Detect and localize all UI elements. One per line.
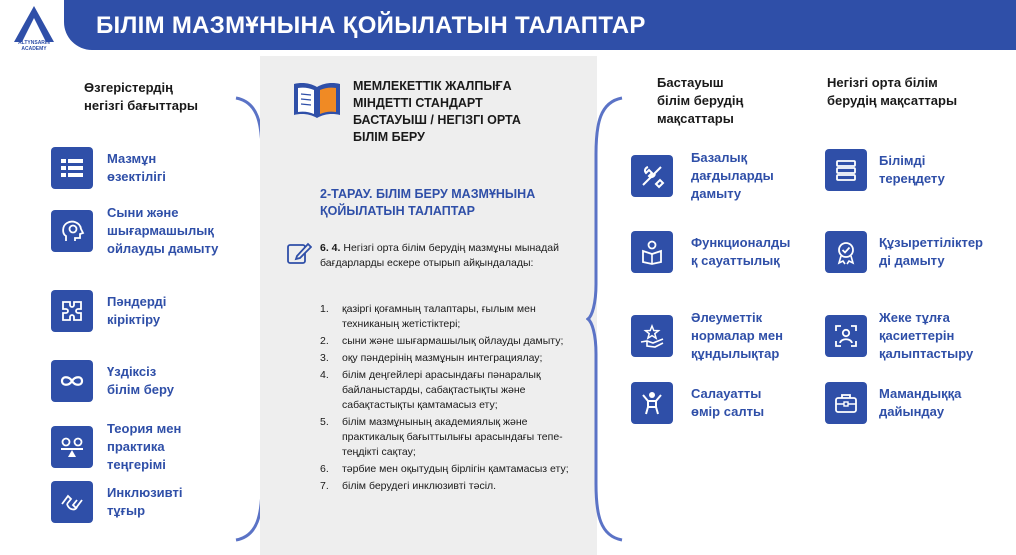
list-item: 1. қазіргі қоғамның талаптары, ғылым мен техниканың жетістіктері; <box>320 303 536 330</box>
primary-item-healthy-lifestyle: Салауатты өмір салты <box>631 382 764 424</box>
right-brace <box>586 94 626 544</box>
secondary-item-deepen-knowledge: Білімді тереңдету <box>825 149 945 191</box>
reader-icon <box>631 231 673 273</box>
list-item: 5. білім мазмұнының академиялық және практикалық бағыттылығы арасындағы тепе-теңдікті сақтау; <box>320 416 563 458</box>
primary-item-basic-skills: Базалық дағдыларды дамыту <box>631 149 774 203</box>
intro-paragraph <box>320 241 572 271</box>
briefcase-icon <box>825 382 867 424</box>
scales-icon <box>51 426 93 468</box>
page-title: БІЛІМ МАЗМҰНЫНА ҚОЙЫЛАТЫН ТАЛАПТАР <box>96 12 646 39</box>
infinity-icon <box>51 360 93 402</box>
intro-text: Негізгі орта білім берудің мазмұны мынадай бағдарларды ескере отырып айқындалады: <box>320 242 559 269</box>
puzzle-icon <box>51 290 93 332</box>
list-item: 2. сыни және шығармашылық ойлауды дамыту; <box>320 335 564 347</box>
list-item: 3. оқу пәндерінің мазмұнын интеграциялау; <box>320 352 543 364</box>
left-item-integration: Пәндерді кіріктіру <box>51 290 166 332</box>
list-item: 7. білім берудегі инклюзивті тәсіл. <box>320 480 497 492</box>
hands-icon <box>51 481 93 523</box>
primary-item-functional-literacy: Функционалды қ сауаттылық <box>631 231 790 273</box>
tools-icon <box>631 155 673 197</box>
requirements-list <box>320 302 580 496</box>
left-item-content-relevance: Мазмұн өзектілігі <box>51 147 166 189</box>
list-item: 4. білім деңгейлері арасындағы пәнаралық байланыстарды, сабақтастықты және сабақтастықты қамтамасыз ету; <box>320 369 541 411</box>
secondary-item-competencies: Құзыреттіліктер ді дамыту <box>825 231 983 273</box>
left-item-inclusive: Инклюзивті тұғыр <box>51 481 182 523</box>
person-icon <box>631 382 673 424</box>
list-item: 6. тәрбие мен оқытудың бірлігін қамтамасыз ету; <box>320 463 569 475</box>
edit-icon <box>286 240 312 266</box>
secondary-goals-title: Негізгі орта білім берудің мақсаттары <box>827 75 958 108</box>
books-icon <box>825 149 867 191</box>
left-column-title: Өзгерістердің негізгі бағыттары <box>84 80 198 113</box>
primary-item-social-norms: Әлеуметтік нормалар мен құндылықтар <box>631 309 783 363</box>
left-item-continuous-education: Үздіксіз білім беру <box>51 360 174 402</box>
list-icon <box>51 147 93 189</box>
secondary-item-personality: Жеке тұлға қасиеттерін қалыптастыру <box>825 309 973 363</box>
secondary-item-career: Мамандыққа дайындау <box>825 382 961 424</box>
section-title: 2-ТАРАУ. БІЛІМ БЕРУ МАЗМҰНЫНА ҚОЙЫЛАТЫН ТАЛАПТАР <box>320 187 536 218</box>
star-hand-icon <box>631 315 673 357</box>
header <box>0 0 1016 56</box>
primary-goals-title: Бастауыш білім берудің мақсаттары <box>657 75 744 126</box>
intro-number: 6. 4. <box>320 242 341 254</box>
badge-icon <box>825 231 867 273</box>
logo-text: ALTYNSARIN ACADEMY <box>18 40 50 52</box>
book-icon <box>290 78 344 122</box>
user-focus-icon <box>825 315 867 357</box>
left-item-theory-practice: Теория мен практика теңгерімі <box>51 420 181 474</box>
left-item-critical-thinking: Сыни және шығармашылық ойлауды дамыту <box>51 204 218 258</box>
standard-title: МЕМЛЕКЕТТІК ЖАЛПЫҒА МІНДЕТТІ СТАНДАРТ БАСТАУЫШ / НЕГІЗГІ ОРТА БІЛІМ БЕРУ <box>353 79 521 144</box>
head-gear-icon <box>51 210 93 252</box>
